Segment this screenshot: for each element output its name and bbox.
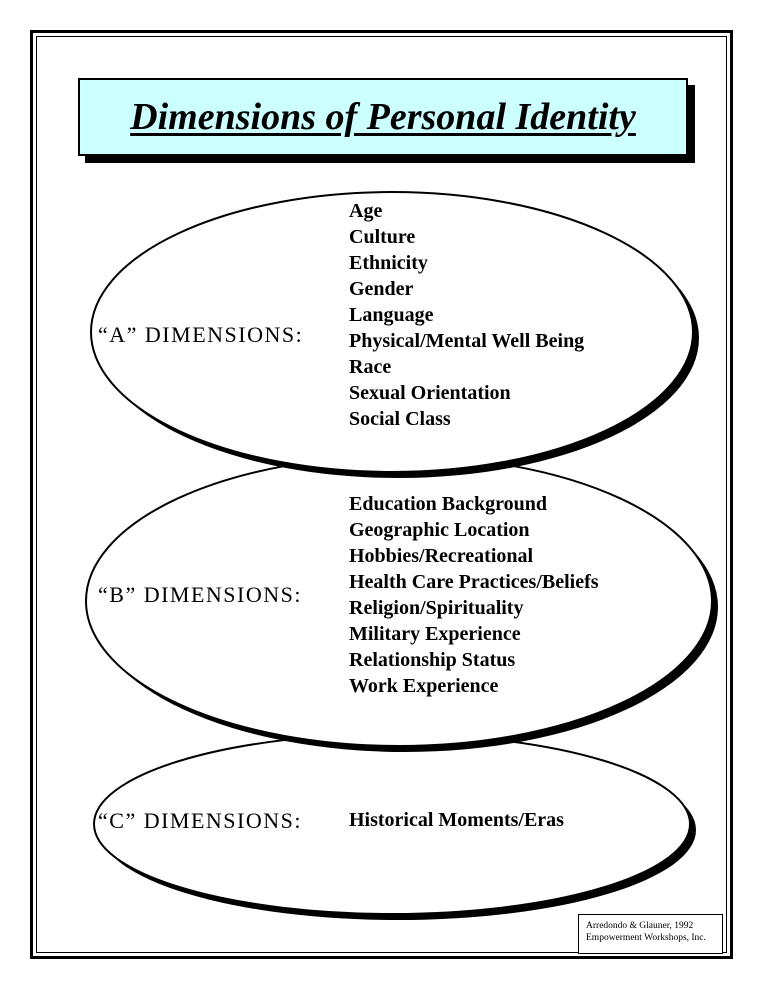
list-item: Religion/Spirituality xyxy=(349,597,524,619)
list-item: Gender xyxy=(349,278,414,300)
dimension-c-list xyxy=(349,807,564,833)
dimension-a-list xyxy=(349,198,584,432)
dimension-c-label: “C” DIMENSIONS: xyxy=(98,808,302,833)
page-title: Dimensions of Personal Identity xyxy=(130,96,636,138)
list-item: Sexual Orientation xyxy=(349,382,511,404)
list-item: Geographic Location xyxy=(349,519,530,541)
list-item: Health Care Practices/Beliefs xyxy=(349,571,599,593)
citation-box xyxy=(578,914,723,954)
list-item: Language xyxy=(349,304,434,326)
dimension-b-list xyxy=(349,491,599,699)
list-item: Education Background xyxy=(349,493,548,515)
dimension-b-label: “B” DIMENSIONS: xyxy=(98,582,302,607)
list-item: Military Experience xyxy=(349,623,521,645)
citation-line-2: Empowerment Workshops, Inc. xyxy=(586,933,706,943)
list-item: Ethnicity xyxy=(349,252,428,274)
list-item: Historical Moments/Eras xyxy=(349,809,564,831)
list-item: Culture xyxy=(349,226,416,248)
citation-line-1: Arredondo & Glauner, 1992 xyxy=(586,921,694,931)
dimension-a-label: “A” DIMENSIONS: xyxy=(98,322,304,347)
list-item: Race xyxy=(349,356,392,378)
list-item: Work Experience xyxy=(349,675,499,697)
list-item: Relationship Status xyxy=(349,649,516,671)
list-item: Age xyxy=(349,200,383,222)
list-item: Physical/Mental Well Being xyxy=(349,330,585,352)
list-item: Hobbies/Recreational xyxy=(349,545,534,567)
list-item: Social Class xyxy=(349,408,451,430)
